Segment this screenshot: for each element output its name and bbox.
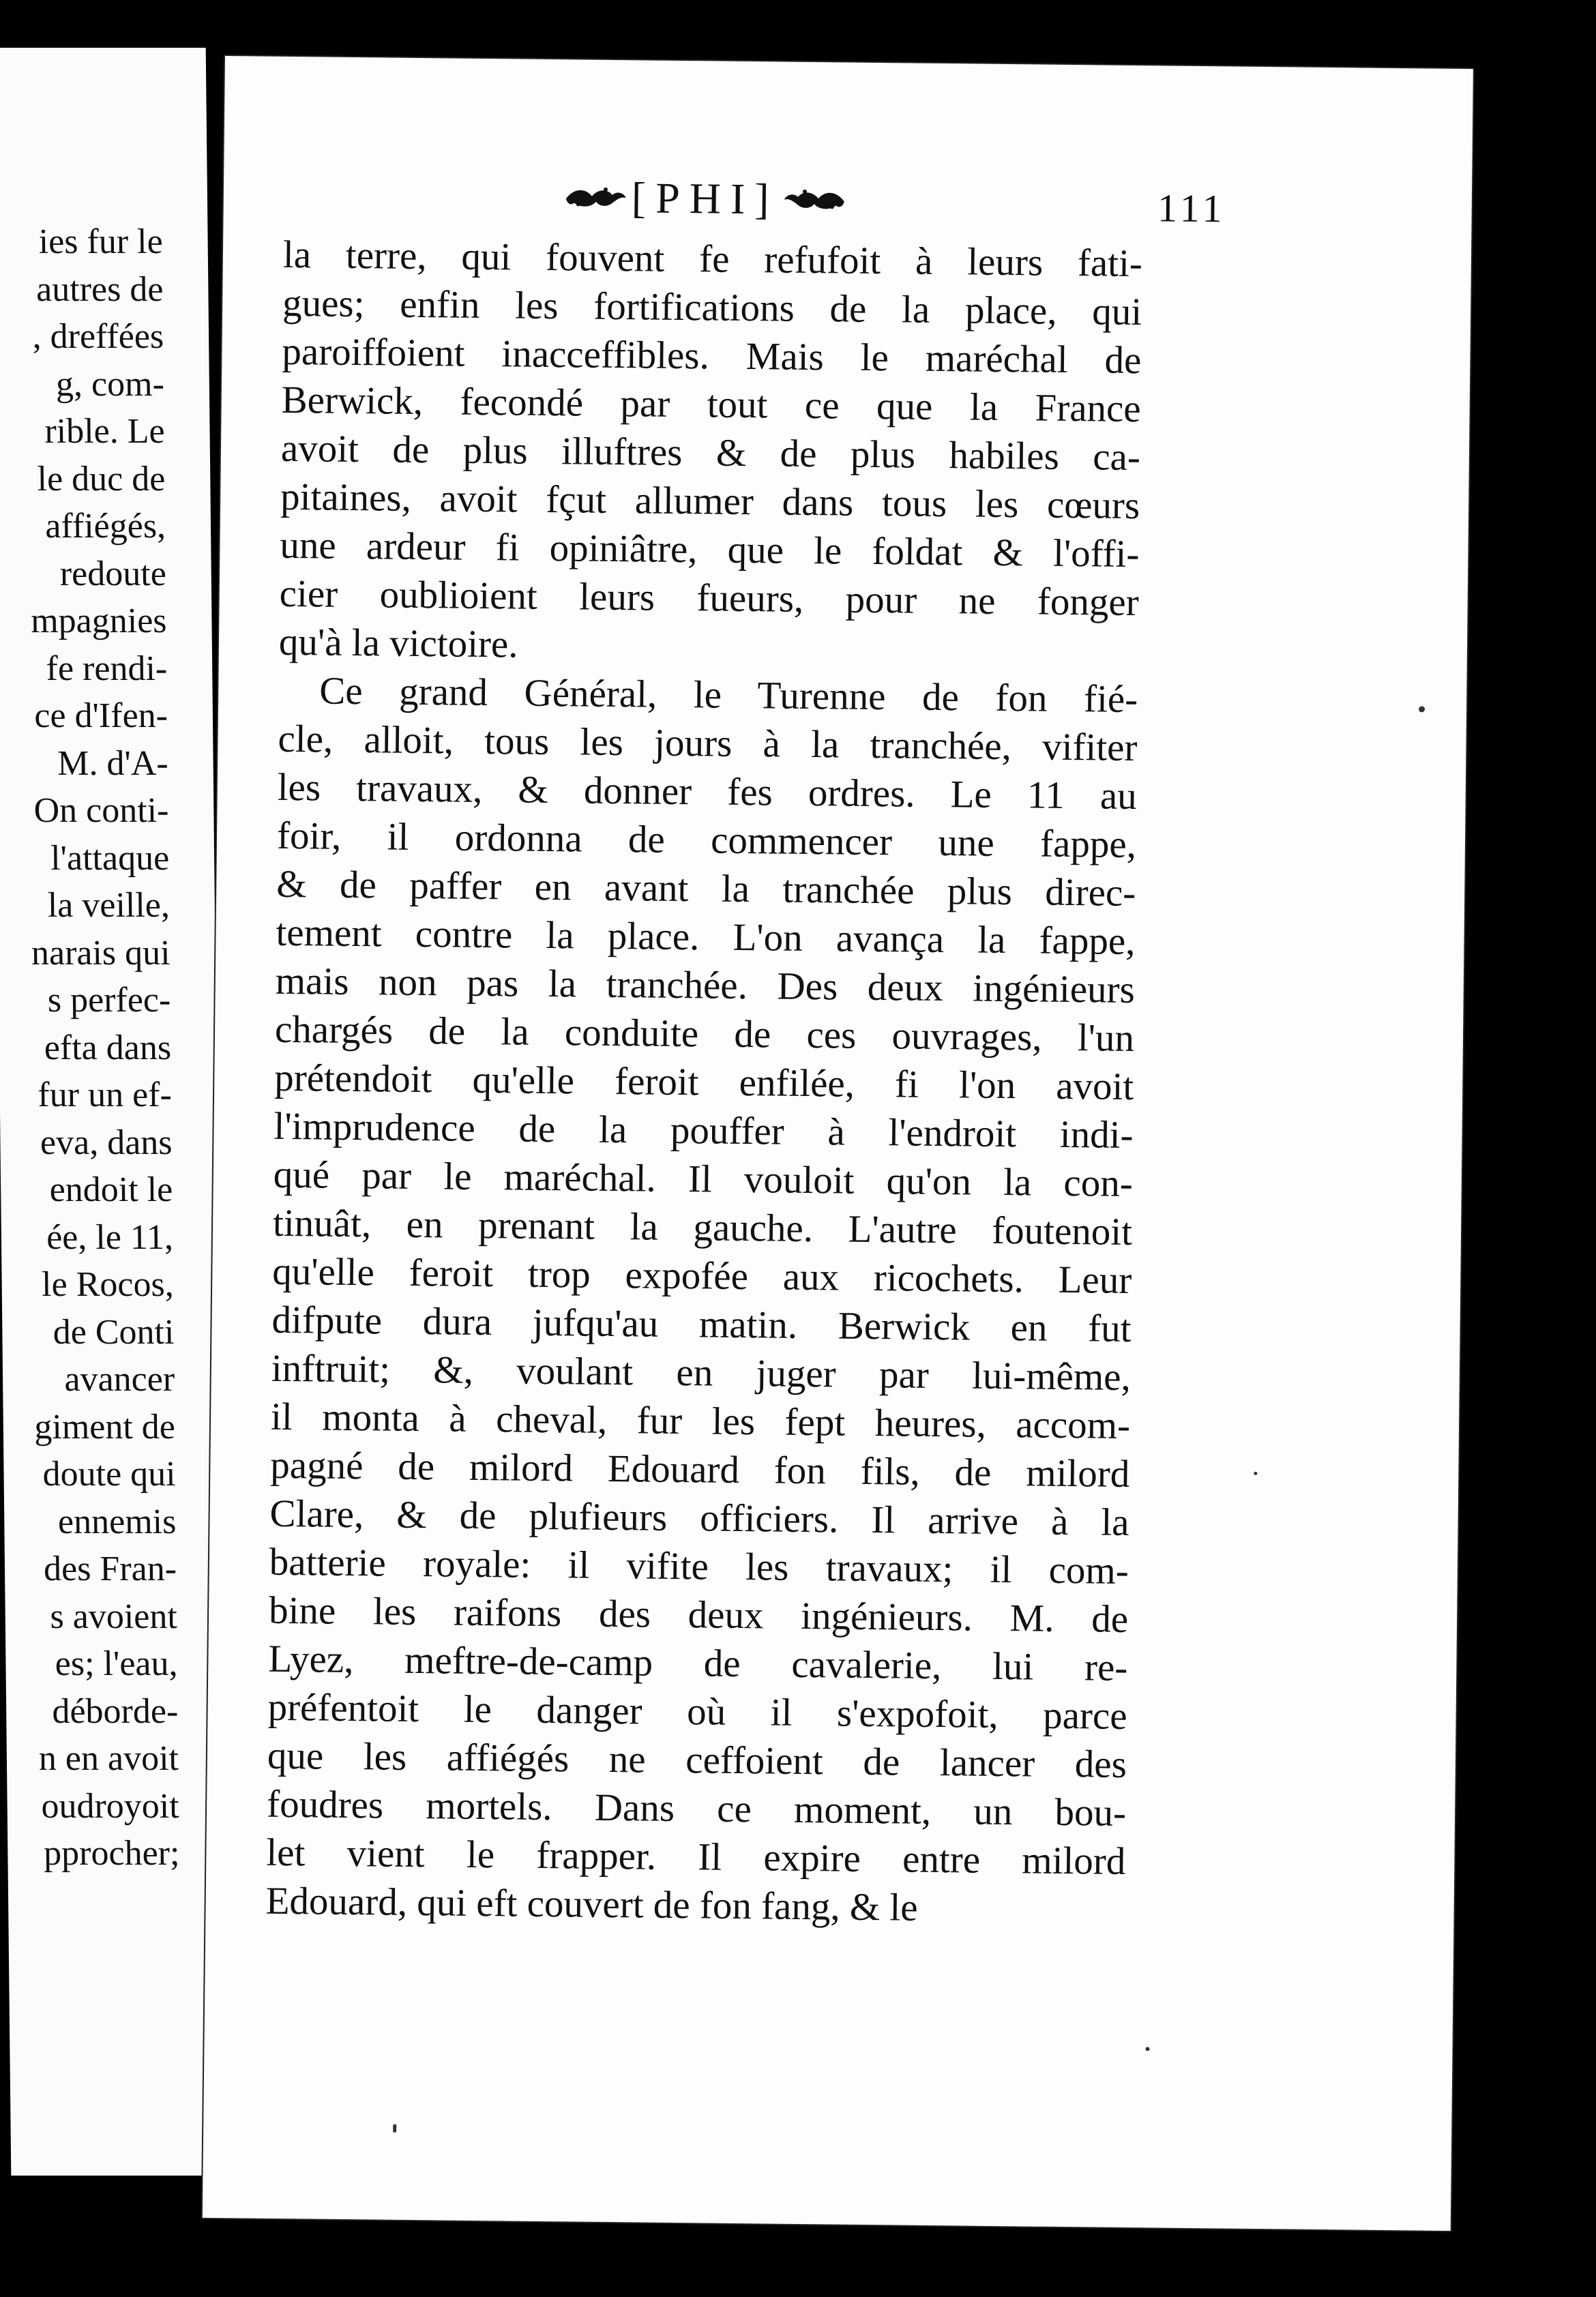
left-page-line: s perfec- [47, 981, 171, 1020]
ink-speck [393, 2124, 396, 2133]
text-line: paroiffoient inacceffibles. Mais le maréchal de [282, 329, 1142, 383]
text-line: bine les raifons des deux ingénieurs. M. de [268, 1588, 1129, 1641]
running-title [564, 172, 846, 225]
text-line: & de paffer en avant la tranchée plus direc- [276, 862, 1136, 915]
text-line: Edouard, qui eft couvert de fon fang, & le [265, 1879, 918, 1929]
text-line: mais non pas la tranchée. Des deux ingénieurs [275, 959, 1136, 1012]
left-page-line: es; l'eau, [55, 1644, 178, 1683]
left-page-line: endoit le [49, 1170, 173, 1209]
left-page-line: g, com- [55, 364, 165, 404]
text-line: prétendoit qu'elle feroit enfilée, fi l'on avoit [274, 1056, 1134, 1109]
text-line: il monta à cheval, fur les fept heures, accom- [270, 1395, 1131, 1448]
left-page-line: l'attaque [50, 838, 170, 878]
fleuron-left-icon [565, 183, 627, 211]
left-page-line: redoute [59, 554, 167, 593]
ink-speck [1145, 2047, 1149, 2051]
text-line: les travaux, & donner fes ordres. Le 11 au [277, 765, 1138, 818]
text-line: pitaines, avoit fçut allumer dans tous les cœurs [280, 475, 1140, 528]
text-line: pagné de milord Edouard fon fils, de milord [270, 1443, 1130, 1496]
left-page-line: rible. Le [44, 412, 165, 451]
text-line: une ardeur fi opiniâtre, que le foldat & l'offi- [280, 523, 1140, 576]
page-number: 111 [1157, 186, 1227, 231]
left-page-line: mpagnies [30, 602, 167, 640]
text-line: Berwick, fecondé par tout ce que la France [281, 378, 1141, 431]
left-page-line: efta dans [44, 1028, 172, 1067]
text-line: let vient le frapper. Il expire entre milord [266, 1831, 1126, 1883]
left-page-line: ée, le 11, [46, 1217, 174, 1257]
text-line: préfentoit le danger où il s'expofoit, parce [267, 1685, 1127, 1738]
text-line: foudres mortels. Dans ce moment, un bou- [266, 1782, 1127, 1835]
text-line: qu'elle feroit trop expofée aux ricochets. Leur [272, 1249, 1132, 1303]
text-line: tinuât, en prenant la gauche. L'autre foutenoit [272, 1201, 1133, 1254]
left-page-line: doute qui [42, 1455, 176, 1494]
right-page [203, 56, 1473, 2231]
fleuron-right-icon [782, 186, 845, 214]
text-line: que les affiégés ne ceffoient de lancer des [267, 1734, 1127, 1786]
text-line: cier oublioient leurs fueurs, pour ne fonger [279, 572, 1140, 625]
left-page-line: affiégés, [45, 507, 166, 546]
text-line: inftruit; &, voulant en juger par lui-même, [271, 1346, 1132, 1399]
left-page-line: des Fran- [43, 1550, 177, 1588]
left-page-line: ce d'Ifen- [34, 696, 168, 735]
text-line: Lyez, meftre-de-camp de cavalerie, lui re- [268, 1637, 1128, 1689]
running-title-text: [PHI] [631, 173, 779, 224]
left-page-line: n en avoit [38, 1739, 179, 1778]
left-page-line: giment de [34, 1407, 176, 1447]
text-line: tement contre la place. L'on avança la fappe, [276, 910, 1136, 964]
ink-speck [1419, 706, 1425, 712]
left-page-text [0, 218, 225, 1878]
left-page-line: fe rendi- [46, 649, 168, 688]
text-line: gues; enfin les fortifications de la place, qui [282, 281, 1142, 334]
text-line: la terre, qui fouvent fe refufoit à leurs fati- [282, 233, 1143, 286]
text-line: foir, il ordonna de commencer une fappe, [276, 814, 1137, 867]
left-page-line: fur un ef- [38, 1076, 173, 1114]
left-page-line: narais qui [31, 933, 171, 973]
left-page-line: s avoient [50, 1597, 178, 1636]
text-line: qu'à la victoire. [278, 620, 518, 666]
left-page-line: le Rocos, [41, 1265, 174, 1304]
left-page-line: pprocher; [43, 1834, 180, 1873]
left-facing-page [0, 48, 228, 2176]
text-line: Ce grand Général, le Turenne de fon fié- [319, 669, 1138, 722]
text-line: batterie royale: il vifite les travaux; il com- [269, 1540, 1129, 1592]
left-page-line: M. d'A- [57, 743, 168, 783]
left-page-line: ies fur le [38, 222, 163, 261]
left-page-line: de Conti [53, 1312, 175, 1352]
left-page-line: ennemis [57, 1502, 177, 1541]
text-line: cle, alloit, tous les jours à la tranchée, vifiter [278, 717, 1138, 770]
text-line: avoit de plus illuftres & de plus habiles ca- [280, 426, 1141, 479]
left-page-line: le duc de [37, 459, 166, 499]
text-line: difpute dura jufqu'au matin. Berwick en fut [271, 1298, 1132, 1351]
left-page-line: On conti- [33, 791, 169, 830]
left-page-line: déborde- [52, 1691, 179, 1731]
left-page-line: la veille, [47, 886, 171, 925]
left-page-line: eva, dans [40, 1123, 173, 1162]
page-body-text [265, 231, 1142, 1934]
left-page-line: avancer [64, 1360, 175, 1399]
left-page-line: autres de [35, 269, 164, 309]
text-line: chargés de la conduite de ces ouvrages, l'un [274, 1007, 1135, 1061]
text-line: qué par le maréchal. Il vouloit qu'on la con- [273, 1153, 1134, 1206]
text-line: Clare, & de plufieurs officiers. Il arrive à la [269, 1492, 1129, 1544]
left-page-line: oudroyoit [41, 1786, 179, 1826]
ink-speck [1254, 1472, 1257, 1475]
text-line: l'imprudence de la pouffer à l'endroit indi- [274, 1104, 1134, 1157]
left-page-line: , dreffées [32, 317, 164, 356]
